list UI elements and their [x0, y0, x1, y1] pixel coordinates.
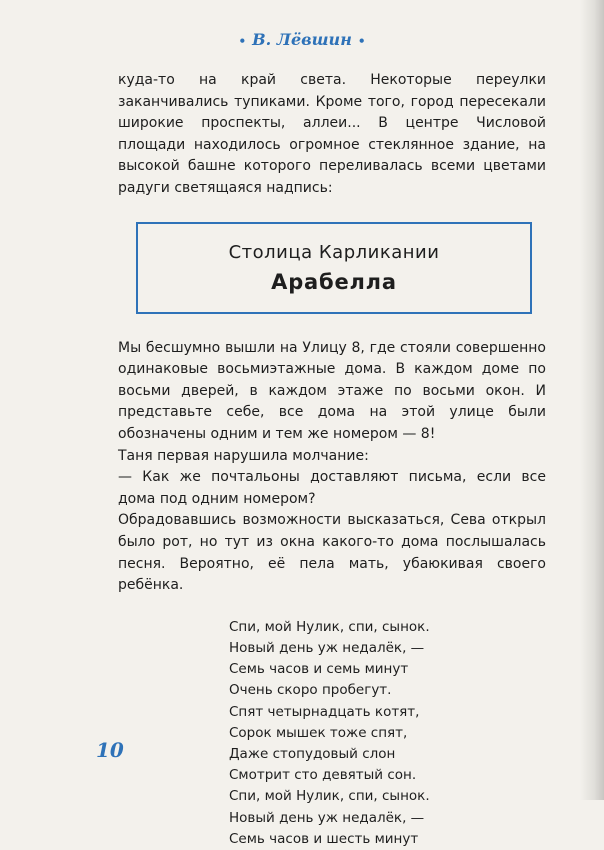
sign-line-capital: Столица Карликании	[228, 241, 440, 263]
poem-line: Спи, мой Нулик, спи, сынок.	[229, 618, 430, 635]
poem-line: Спят четырнадцать котят,	[229, 703, 420, 720]
paragraph: — Как же почтальоны доставляют письма, если все дома под одним номером?	[118, 469, 546, 507]
header-author: В. Лёвшин	[252, 30, 352, 49]
header-dot-left: •	[238, 34, 247, 48]
poem-line: Семь часов и шесть минут	[229, 830, 419, 847]
running-header	[0, 30, 604, 49]
poem-line: Сорок мышек тоже спят,	[229, 724, 408, 741]
poem-line: Семь часов и семь минут	[229, 661, 409, 678]
poem-line: Спи, мой Нулик, спи, сынок.	[229, 788, 430, 805]
page-body	[118, 70, 546, 850]
paragraph: Мы бесшумно вышли на Улицу 8, где стояли совершенно одинаковые восьмиэтажные дома. В каждом доме по восьми дверей, в каждом этаже по восьми окон. И представьте себе, все дома на этой улице были обозначены одним и тем же номером — 8!	[118, 339, 546, 442]
sign-line-city: Арабелла	[271, 269, 397, 294]
header-dot-right: •	[357, 34, 366, 48]
sign-box	[136, 222, 532, 314]
page-edge-shadow	[580, 0, 604, 800]
poem-line: Очень скоро пробегут.	[229, 682, 392, 699]
poem-line: Смотрит сто девятый сон.	[229, 767, 417, 784]
poem	[229, 617, 546, 850]
paragraph: Таня первая нарушила молчание:	[118, 447, 369, 464]
poem-line: Новый день уж недалёк, —	[229, 809, 425, 826]
poem-line: Новый день уж недалёк, —	[229, 639, 425, 656]
paragraph: Обрадовавшись возможности высказаться, Сева открыл было рот, но тут из окна какого-то дома послышалась песня. Вероятно, её пела мать, убаюкивая своего ребёнка.	[118, 512, 546, 594]
paragraph: куда-то на край света. Некоторые переулки заканчивались тупиками. Кроме того, город пересекали широкие проспекты, аллеи... В центре Числовой площади находилось огромное стеклянное здание, на высокой башне которого переливалась всеми цветами радуги светящаяся надпись:	[118, 72, 546, 196]
page-number: 10	[96, 738, 124, 762]
poem-line: Даже стопудовый слон	[229, 745, 396, 762]
